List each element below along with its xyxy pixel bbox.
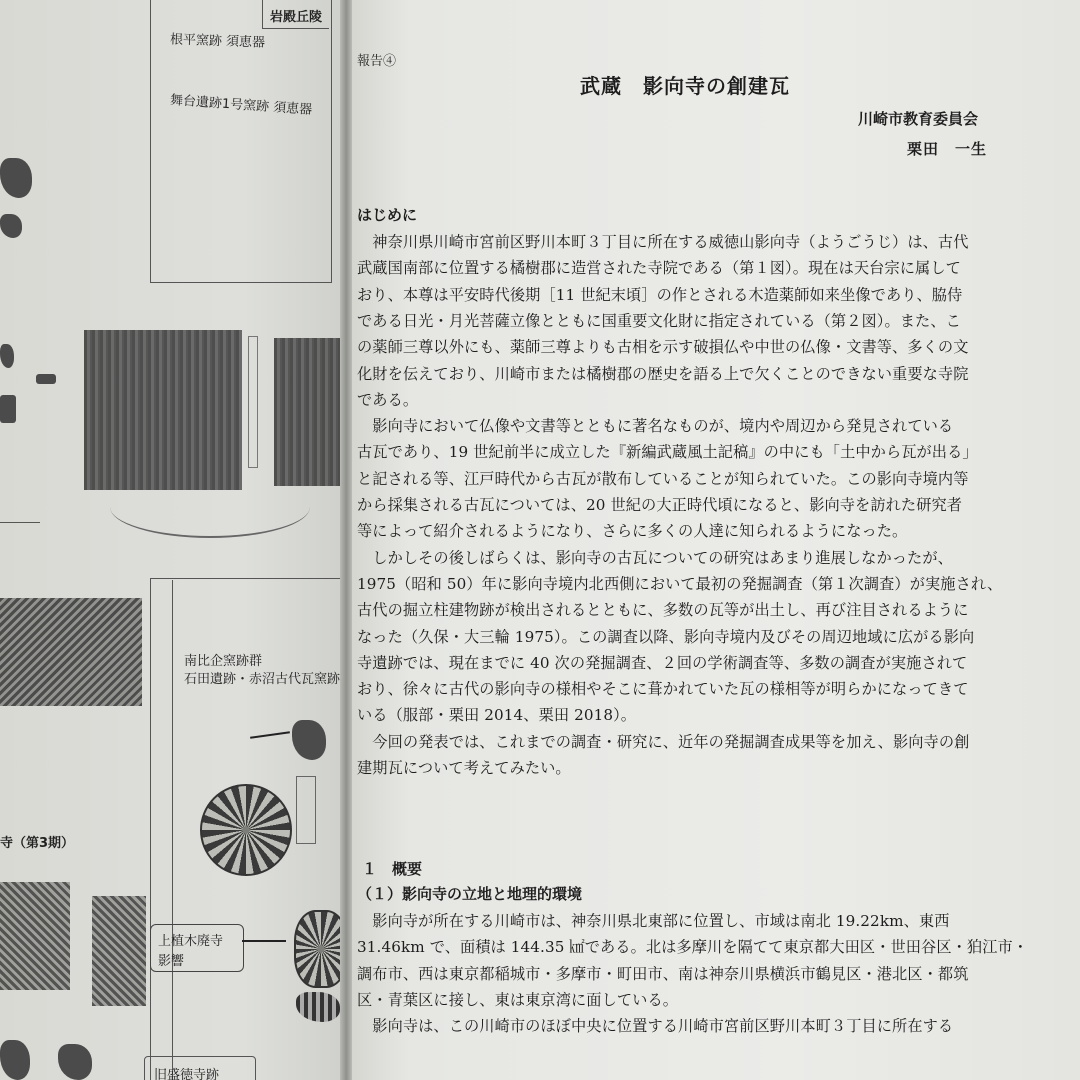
text-line: 建期瓦について考えてみたい。 xyxy=(357,759,571,777)
text-line: 今回の発表では、これまでの調査・研究に、近年の発掘調査成果等を加え、影向寺の創 xyxy=(357,732,970,751)
text-line: 寺遺跡では、現在までに 40 次の発掘調査、２回の学術調査等、多数の調査が実施されて xyxy=(357,653,968,672)
text-line: 影向寺は、この川崎市のほぼ中央に位置する川崎市宮前区野川本町３丁目に所在する xyxy=(357,1017,954,1036)
text-line: 31.46km で、面積は 144.35 ㎢である。北は多摩川を隔てて東京都大田区・世田谷区・狛江市・ xyxy=(357,938,1029,957)
text-line: の薬師三尊以外にも、薬師三尊よりも古相を示す破損仏や中世の仏像・文書等、多くの文 xyxy=(357,338,969,357)
roof-tile-2 xyxy=(294,910,346,988)
roof-tile-1 xyxy=(200,784,292,876)
arc-drawing xyxy=(110,476,310,538)
label-bottom: 旧盛徳寺跡 xyxy=(154,1068,220,1080)
shard-3 xyxy=(0,344,14,368)
text-line: 武蔵国南部に位置する橘樹郡に造営された寺院である（第１図）。現在は天台宗に属して xyxy=(357,259,961,278)
label-kami-sub: 影響 xyxy=(158,954,185,969)
text-line: である日光・月光菩薩立像とともに国重要文化財に指定されている（第２図）。また、こ xyxy=(357,311,961,330)
label-site1: 根平窯跡 須恵器 xyxy=(169,32,266,51)
text-line: おり、本尊は平安時代後期［11 世紀末頃］の作とされる木造薬師如来坐像であり、脇侍 xyxy=(357,285,963,304)
rubbing-5 xyxy=(92,896,146,1006)
section-heading-1: １ 概要 xyxy=(362,860,423,878)
report-number: 報告④ xyxy=(357,54,397,69)
tile-drawing xyxy=(296,776,316,844)
subsection-heading-1-1: （１）影向寺の立地と地理的環境 xyxy=(357,885,583,903)
frame-inner-line xyxy=(172,580,173,1080)
label-site2: 舞台遺跡1号窯跡 須恵器 xyxy=(169,93,313,118)
shard-1 xyxy=(0,158,32,198)
profile-drawing xyxy=(248,336,258,468)
text-line: なった（久保・大三輪 1975）。この調査以降、影向寺境内及びその周辺地域に広がる影向 xyxy=(357,627,975,646)
text-line: 1975（昭和 50）年に影向寺境内北西側において最初の発掘調査（第１次調査）が実施され、 xyxy=(357,574,1003,593)
rubbing-1 xyxy=(84,330,242,490)
rubbing-2 xyxy=(274,338,340,486)
text-line: 影向寺が所在する川崎市は、神奈川県北東部に位置し、市域は南北 19.22km、東西 xyxy=(357,912,950,930)
arrow-2 xyxy=(242,940,286,942)
text-line: から採集される古瓦については、20 世紀の大正時代頃になると、影向寺を訪れた研究者 xyxy=(357,496,963,514)
text-line: いる（服部・栗田 2014、栗田 2018）。 xyxy=(357,706,637,725)
rubbing-3 xyxy=(0,598,142,706)
label-group: 南比企窯跡群 xyxy=(184,654,263,669)
label-kami: 上植木廃寺 xyxy=(158,934,224,949)
text-line: である。 xyxy=(357,390,419,409)
shard-8 xyxy=(0,1040,30,1080)
text-line: 古代の掘立柱建物跡が検出されるとともに、多数の瓦等が出土し、再び注目されるように xyxy=(357,601,969,620)
shard-9 xyxy=(58,1044,92,1080)
text-line: 調布市、西は東京都稲城市・多摩市・町田市、南は神奈川県横浜市鶴見区・港北区・都筑 xyxy=(357,964,969,983)
text-line: 神奈川県川崎市宮前区野川本町３丁目に所在する威徳山影向寺（ようごうじ）は、古代 xyxy=(357,233,969,251)
label-period: 寺（第3期） xyxy=(0,836,75,851)
label-group-sub: 石田遺跡・赤沼古代瓦窯跡 xyxy=(184,672,341,687)
text-line: 化財を伝えており、川崎市または橘樹郡の歴史を語る上で欠くことのできない重要な寺院 xyxy=(357,364,969,383)
shard-4 xyxy=(36,374,56,384)
text-line: しかしその後しばらくは、影向寺の古瓦についての研究はあまり進展しなかったが、 xyxy=(357,548,953,567)
paper-title: 武蔵 影向寺の創建瓦 xyxy=(580,74,790,98)
text-line: 影向寺において仏像や文書等とともに著名なものが、境内や周辺から発見されている xyxy=(357,417,954,436)
shard-5 xyxy=(0,395,16,423)
text-line: と記される等、江戸時代から古瓦が散布していることが知られていた。この影向寺境内等 xyxy=(357,469,969,488)
text-line: 等によって紹介されるようになり、さらに多くの人達に知られるようになった。 xyxy=(357,522,908,541)
label-top-tab: 岩殿丘陵 xyxy=(270,10,323,25)
divider-line xyxy=(0,522,40,523)
section-heading-intro: はじめに xyxy=(357,206,418,224)
author-organization: 川崎市教育委員会 xyxy=(858,110,979,128)
text-line: おり、徐々に古代の影向寺の様相やそこに葺かれていた瓦の様相等が明らかになってきて xyxy=(357,680,969,699)
left-page xyxy=(0,0,346,1080)
shard-2 xyxy=(0,214,22,238)
rubbing-4 xyxy=(0,882,70,990)
text-line: 区・青葉区に接し、東は東京湾に面している。 xyxy=(357,990,679,1009)
text-line: 古瓦であり、19 世紀前半に成立した『新編武蔵風土記稿』の中にも「土中から瓦が出る」 xyxy=(357,443,978,462)
author-name: 栗田 一生 xyxy=(907,140,988,158)
